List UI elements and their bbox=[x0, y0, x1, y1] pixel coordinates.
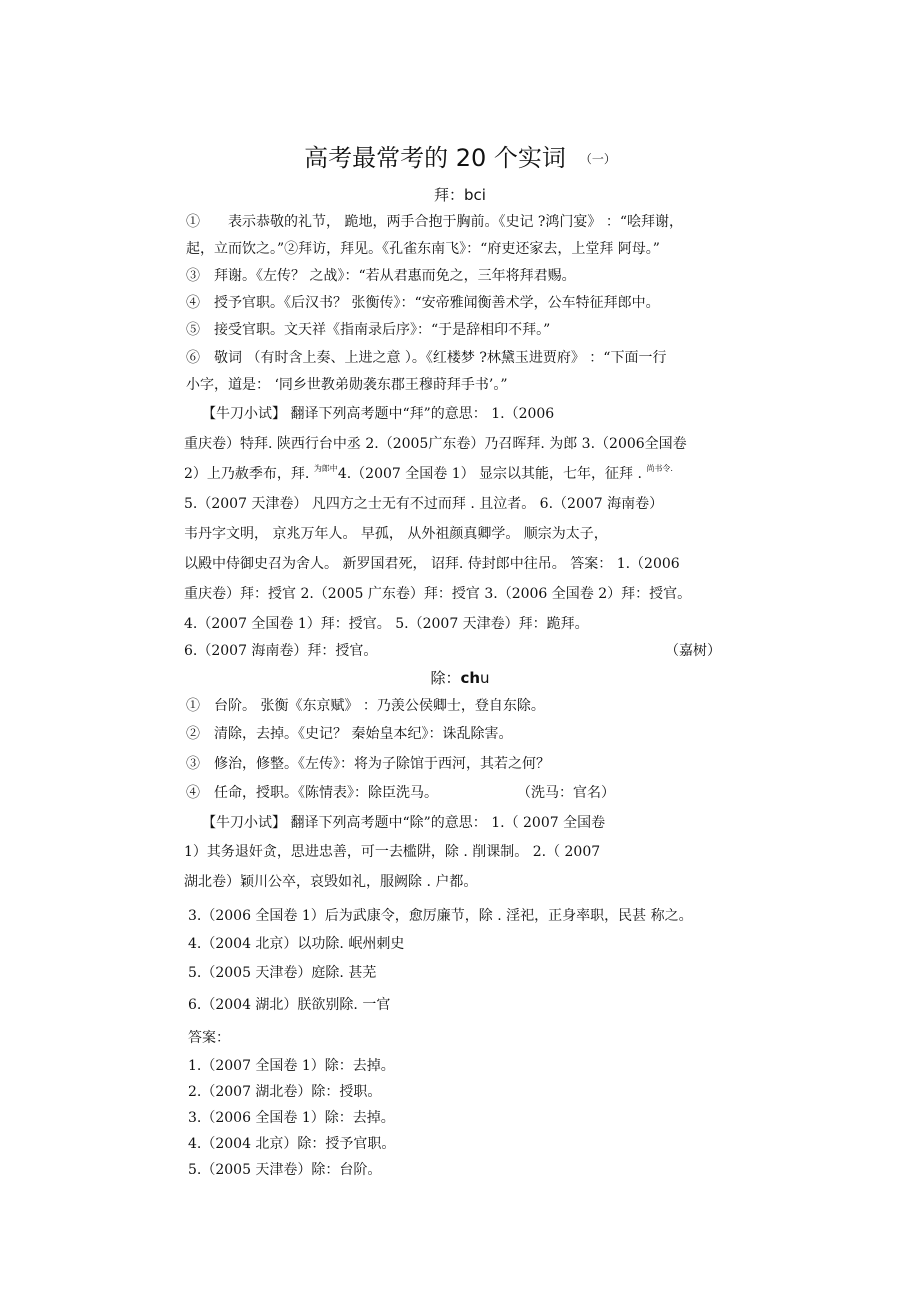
answer-line: 重庆卷）拜：授官 2.（2005 广东卷）拜：授官 3.（2006 全国卷 2）拜：授官。 bbox=[184, 586, 692, 602]
exercise-line: 2）上乃赦季布，拜. $^{为郎中}$4.（2007 全国卷 1） 显宗以其能，七年，征拜 . $^{尚书令.}$ bbox=[184, 464, 673, 482]
definition-line: ⑤ 接受官职。文天祥《指南录后序》：“于是辞相印不拜。” bbox=[186, 322, 551, 338]
source-note: （嘉树） bbox=[665, 643, 721, 659]
answer-line: 4.（2004 北京）除：授予官职。 bbox=[188, 1136, 396, 1152]
exercise-item: 5.（2005 天津卷）庭除. 甚芜 bbox=[188, 965, 377, 981]
page-title bbox=[0, 141, 920, 179]
title-main: 高考最常考的 20 个实词 bbox=[304, 144, 566, 172]
definition-line: ① 台阶。 张衡《东京赋》 ：乃羡公侯卿士，登自东除。 bbox=[186, 698, 545, 714]
answer-line: 2.（2007 湖北卷）除：授职。 bbox=[188, 1084, 382, 1100]
small-note: 为郎中 bbox=[313, 464, 338, 473]
exercise-item: 6.（2004 湖北）朕欲别除. 一官 bbox=[188, 997, 391, 1013]
section-heading-bai: 拜：bci bbox=[434, 186, 486, 204]
definition-line: ④ 授予官职。《后汉书？ 张衡传》：“安帝雅闻衡善术学，公车特征拜郎中。 bbox=[186, 295, 660, 311]
exercise-line: 【牛刀小试】 翻译下列高考题中“拜”的意思： 1.（2006 bbox=[202, 406, 555, 422]
definition-line: ④ 任命，授职。《陈情表》：除臣洗马。 bbox=[186, 785, 438, 801]
exercise-line: 以殿中侍御史召为舍人。 新罗国君死， 诏拜. 侍封郎中往吊。 答案： 1.（2006 bbox=[184, 556, 680, 572]
annotation-note: （洗马：官名） bbox=[517, 785, 615, 801]
answer-line: 6.（2007 海南卷）拜：授官。 bbox=[184, 643, 378, 659]
answer-line: 1.（2007 全国卷 1）除：去掉。 bbox=[188, 1058, 395, 1074]
section-heading-chu: 除：chu bbox=[430, 669, 490, 687]
definition-line: ③ 修治，修整。《左传》：将为子除馆于西河，其若之何？ bbox=[186, 756, 550, 772]
answer-line: 4.（2007 全国卷 1）拜：授官。 5.（2007 天津卷）拜：跪拜。 bbox=[184, 616, 589, 632]
answer-line: 3.（2006 全国卷 1）除：去掉。 bbox=[188, 1110, 395, 1126]
exercise-line: 重庆卷）特拜. 陕西行台中丞 2.（2005广东卷）乃召晖拜. 为郎 3.（2006全国卷 bbox=[184, 436, 687, 452]
exercise-line: 5.（2007 天津卷） 凡四方之士无有不过而拜 . 且泣者。 6.（2007 海南卷） bbox=[184, 496, 664, 512]
exercise-line: 湖北卷）颖川公卒，哀毁如礼，服阙除 . 户都。 bbox=[184, 874, 478, 890]
exercise-line: 【牛刀小试】 翻译下列高考题中“除”的意思： 1.（ 2007 全国卷 bbox=[202, 815, 606, 831]
definition-line: 起，立而饮之。”②拜访，拜见。《孔雀东南飞》：“府吏还家去，上堂拜 阿母。” bbox=[186, 241, 660, 257]
definition-line: ① 表示恭敬的礼节， 跪地，两手合抱于胸前。《史记 ?鸿门宴》 ：“哙拜谢， bbox=[186, 214, 684, 230]
definition-line: ② 清除，去掉。《史记？ 秦始皇本纪》：诛乱除害。 bbox=[186, 726, 513, 742]
definition-line: 小字，道是： ‘同乡世教弟勋袭东郡王穆莳拜手书’。” bbox=[186, 377, 508, 393]
exercise-line: 1）其务退奸贪，思进忠善，可一去槛阱，除 . 削课制。 2.（ 2007 bbox=[184, 844, 601, 860]
exercise-line: 韦丹字文明， 京兆万年人。 早孤， 从外祖颜真卿学。 顺宗为太子， bbox=[184, 526, 608, 542]
title-sub: （一） bbox=[579, 152, 616, 166]
definition-line: ③ 拜谢。《左传？ 之战》：“若从君惠而免之，三年将拜君赐。 bbox=[186, 268, 576, 284]
exercise-item: 4.（2004 北京）以功除. 岷州刺史 bbox=[188, 936, 405, 952]
exercise-item: 3.（2006 全国卷 1）后为武康令，愈厉廉节，除 . 淫祀，正身率职，民甚 称之。 bbox=[188, 908, 693, 924]
answer-label: 答案： bbox=[188, 1030, 230, 1046]
answer-line: 5.（2005 天津卷）除：台阶。 bbox=[188, 1162, 382, 1178]
small-note: 尚书令. bbox=[646, 464, 673, 473]
definition-line: ⑥ 敬词 （有时含上奏、上进之意 ）。《红楼梦 ?林黛玉进贾府》 ：“下面一行 bbox=[186, 350, 667, 366]
